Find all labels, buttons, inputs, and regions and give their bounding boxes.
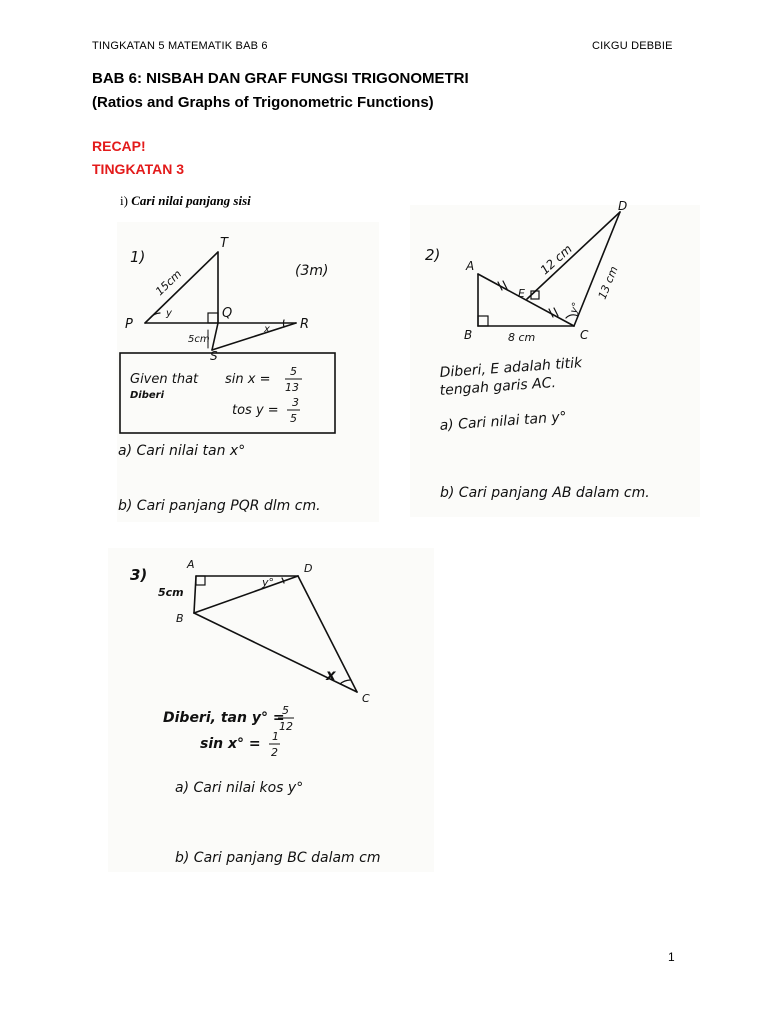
q2-number: 2) bbox=[425, 246, 441, 264]
q1-marks: (3m) bbox=[295, 263, 329, 279]
q3-angle-x: x bbox=[326, 666, 336, 684]
q1-label-t: T bbox=[220, 236, 228, 251]
q1-label-s: S bbox=[210, 349, 218, 363]
q1-angle-x: x bbox=[264, 324, 270, 335]
q1-given: Given that bbox=[130, 372, 199, 387]
q3-part-b: b) Cari panjang BC dalam cm bbox=[175, 850, 381, 866]
q1-sin: sin x = bbox=[225, 372, 271, 387]
q3-side-ab: 5cm bbox=[158, 586, 184, 599]
page-number: 1 bbox=[668, 950, 675, 964]
q1-cos-num: 3 bbox=[292, 396, 299, 409]
recap-heading: RECAP! bbox=[92, 138, 146, 154]
page-subtitle: (Ratios and Graphs of Trigonometric Functions) bbox=[92, 94, 434, 111]
instruction-number: i) bbox=[120, 193, 128, 208]
header-right: CIKGU DEBBIE bbox=[592, 40, 673, 52]
q1-sin-den: 13 bbox=[285, 381, 299, 394]
q1-cos-den: 5 bbox=[290, 412, 297, 425]
q3-label-d: D bbox=[304, 562, 313, 575]
q2-label-d: D bbox=[618, 199, 628, 213]
q1-label-q: Q bbox=[222, 306, 233, 321]
q2-part-a: a) Cari nilai tan y° bbox=[439, 409, 568, 434]
q2-label-e: E bbox=[518, 287, 525, 300]
q2-label-a: A bbox=[466, 259, 475, 273]
q3-tan: Diberi, tan y° = bbox=[163, 710, 285, 726]
q2-side-cd: 13 cm bbox=[595, 264, 621, 302]
q2-side-ed: 12 cm bbox=[537, 241, 575, 278]
q2-label-c: C bbox=[580, 328, 589, 342]
q1-diagram bbox=[120, 252, 335, 433]
q1-part-b: b) Cari panjang PQR dlm cm. bbox=[118, 498, 321, 514]
q3-number: 3) bbox=[130, 566, 148, 584]
form-heading: TINGKATAN 3 bbox=[92, 161, 185, 177]
q2-given-1: Diberi, E adalah titik bbox=[439, 355, 583, 381]
q1-angle-y: y bbox=[166, 308, 172, 319]
q1-diberi: Diberi bbox=[130, 390, 165, 401]
instruction-text: Cari nilai panjang sisi bbox=[131, 193, 251, 208]
q3-label-b: B bbox=[176, 612, 184, 625]
q2-side-bc: 8 cm bbox=[508, 331, 536, 344]
page-title: BAB 6: NISBAH DAN GRAF FUNGSI TRIGONOMETRI bbox=[92, 70, 469, 87]
q2-part-b: b) Cari panjang AB dalam cm. bbox=[440, 485, 650, 501]
q3-label-a: A bbox=[187, 558, 195, 571]
q3-sin-den: 2 bbox=[271, 746, 278, 759]
q3-sin: sin x° = bbox=[200, 736, 261, 752]
q3-part-a: a) Cari nilai kos y° bbox=[175, 780, 304, 796]
q3-sin-num: 1 bbox=[272, 730, 279, 743]
header-left: TINGKATAN 5 MATEMATIK BAB 6 bbox=[92, 40, 268, 52]
q1-number: 1) bbox=[130, 248, 146, 266]
q1-label-p: P bbox=[125, 317, 133, 332]
q3-angle-y: y° bbox=[262, 576, 275, 589]
q3-tan-den: 12 bbox=[279, 720, 293, 733]
q3-tan-num: 5 bbox=[282, 704, 289, 717]
q2-label-b: B bbox=[464, 328, 473, 342]
q1-side-pt: 15cm bbox=[153, 267, 185, 299]
q1-cos: tos y = bbox=[232, 403, 279, 418]
q1-part-a: a) Cari nilai tan x° bbox=[118, 443, 246, 459]
q1-side-qs: 5cm bbox=[188, 334, 210, 345]
q1-label-r: R bbox=[300, 317, 310, 332]
q2-given-2: tengah garis AC. bbox=[439, 374, 557, 399]
q3-label-c: C bbox=[362, 692, 370, 705]
q1-sin-num: 5 bbox=[290, 365, 297, 378]
q2-angle-y: y° bbox=[568, 301, 583, 316]
